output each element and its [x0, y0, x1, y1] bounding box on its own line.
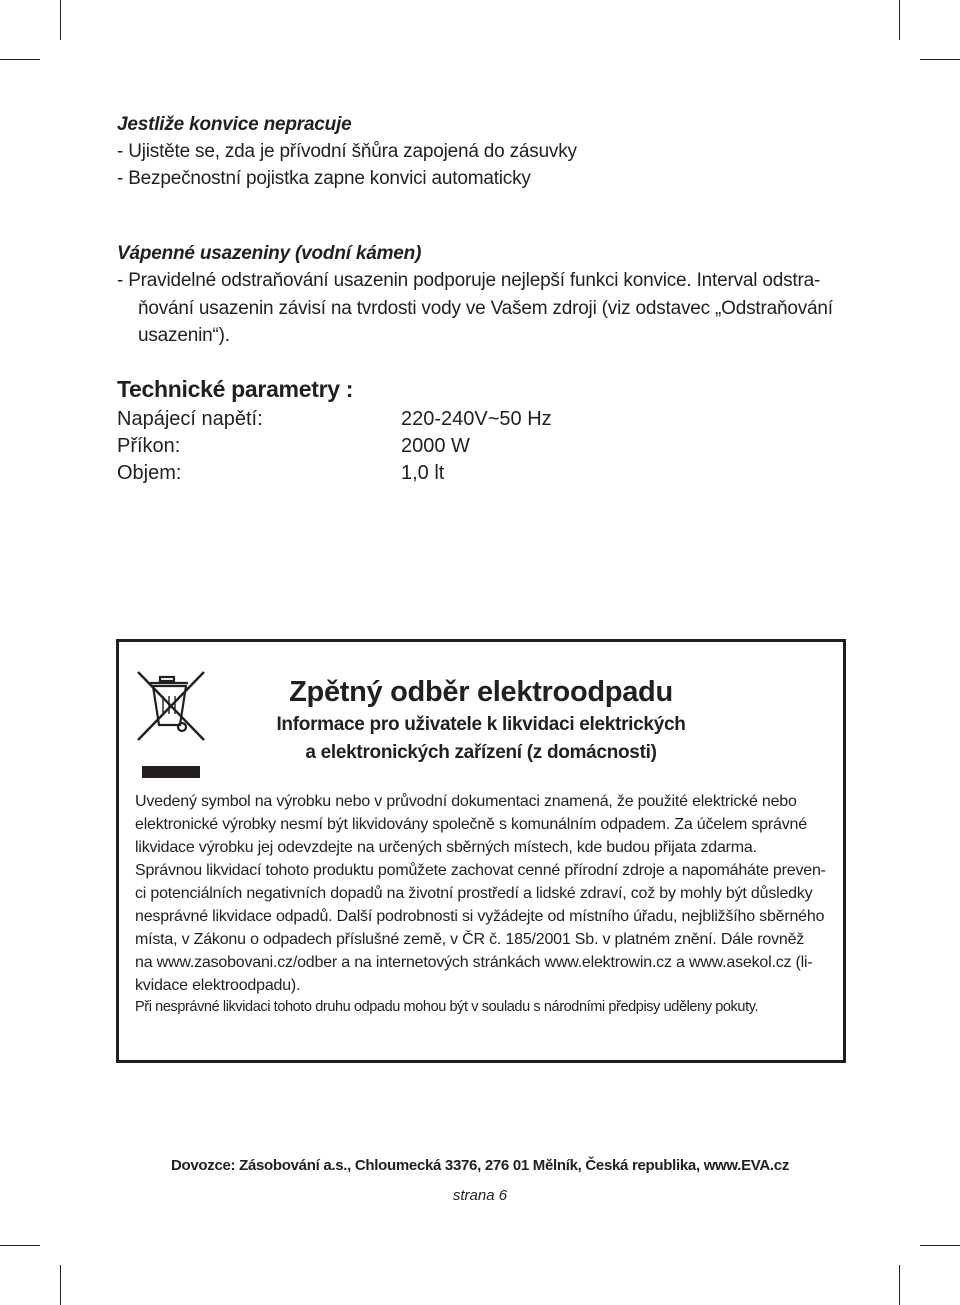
body-line: na www.zasobovani.cz/odber a na internetových stránkách www.elektrowin.cz a www.asekol.cz (li- [135, 954, 813, 971]
limescale-heading: Vápenné usazeniny (vodní kámen) [117, 243, 422, 264]
recycling-body [135, 790, 831, 997]
spec-label: Napájecí napětí: [117, 408, 263, 430]
body-line: místa, v Zákonu o odpadech příslušné země, v ČR č. 185/2001 Sb. v platném znění. Dále rovněž [135, 931, 805, 948]
crop-mark [0, 1245, 40, 1246]
spec-label: Příkon: [117, 435, 181, 457]
crop-mark [920, 1245, 960, 1246]
body-line: nesprávné likvidace odpadů. Další podrobnosti si vyžádejte od místního úřadu, nejbližšího sběrného [135, 908, 825, 925]
body-line: ci potenciálních negativních dopadů na životní prostředí a lidské zdraví, což by mohly být důsledky [135, 885, 813, 902]
limescale-line: ňování usazenin závisí na tvrdosti vody ve Vašem zdroji (viz odstavec „Odstraňování [138, 298, 833, 319]
technical-title: Technické parametry : [117, 376, 354, 402]
not-working-line: - Ujistěte se, zda je přívodní šňůra zapojená do zásuvky [117, 141, 577, 162]
body-line: likvidace výrobku jej odevzdejte na určených sběrných místech, kde budou přijata zdarma. [135, 839, 757, 856]
recycling-subtitle: Informace pro uživatele k likvidaci elektrických [276, 714, 686, 735]
crop-mark [899, 0, 900, 40]
crop-mark [0, 59, 40, 60]
crop-mark [920, 59, 960, 60]
limescale-line: - Pravidelné odstraňování usazenin podporuje nejlepší funkci konvice. Interval odstra- [117, 270, 821, 291]
recycling-subtitle: a elektronických zařízení (z domácnosti) [305, 742, 657, 763]
body-line: Uvedený symbol na výrobku nebo v průvodní dokumentaci znamená, že použité elektrické nebo [135, 793, 797, 810]
not-working-heading: Jestliže konvice nepracuje [117, 114, 352, 135]
recycling-title: Zpětný odběr elektroodpadu [289, 676, 673, 708]
crop-mark [60, 0, 61, 40]
spec-value: 1,0 lt [401, 462, 445, 484]
spec-label: Objem: [117, 462, 182, 484]
importer-info: Dovozce: Zásobování a.s., Chloumecká 3376, 276 01 Mělník, Česká republika, www.EVA.cz [170, 1157, 790, 1174]
body-line: kvidace elektroodpadu). [135, 977, 301, 994]
crop-mark [899, 1265, 900, 1305]
body-line: elektronické výrobky nesmí být likvidovány společně s komunálním odpadem. Za účelem správné [135, 816, 807, 833]
recycling-note: Při nesprávné likvidaci tohoto druhu odpadu mohou být v souladu s národními předpisy uděleny pokuty. [135, 999, 759, 1015]
limescale-line: usazenin“). [138, 325, 230, 346]
spec-value: 220-240V~50 Hz [401, 408, 552, 430]
crop-mark [60, 1265, 61, 1305]
page-number: strana 6 [452, 1187, 508, 1204]
body-line: Správnou likvidací tohoto produktu pomůžete zachovat cenné přírodní zdroje a napomáháte preven- [135, 862, 826, 879]
spec-value: 2000 W [401, 435, 470, 457]
recycling-box [116, 639, 846, 1063]
not-working-line: - Bezpečnostní pojistka zapne konvici automaticky [117, 168, 531, 189]
